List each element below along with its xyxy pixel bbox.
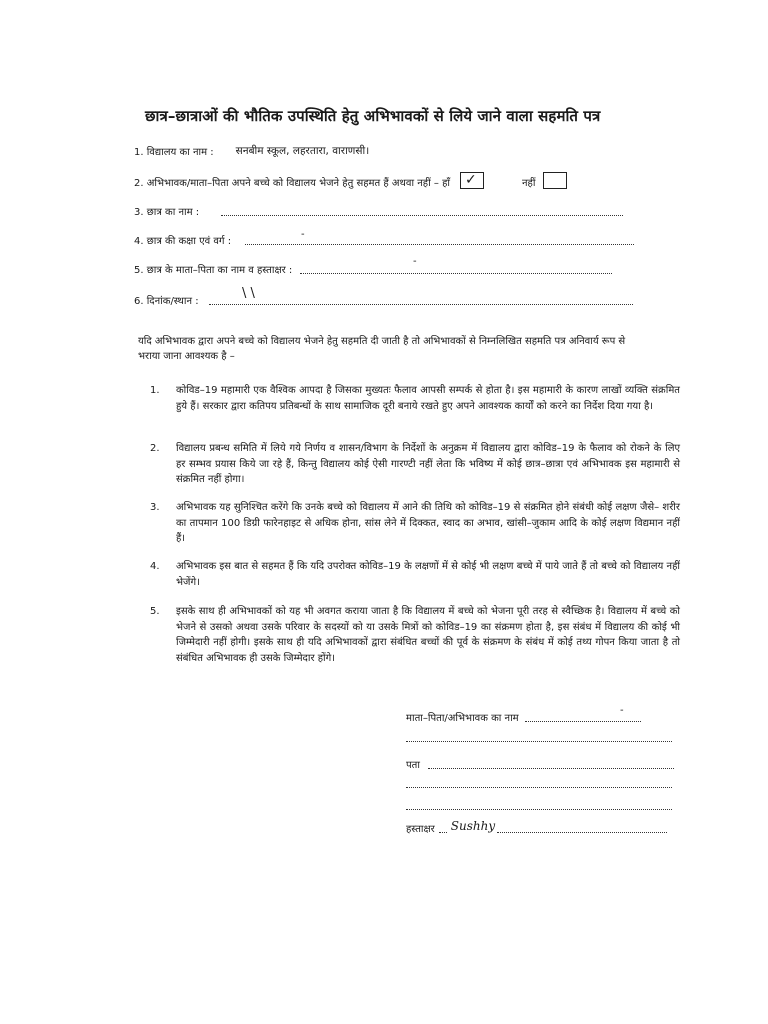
list-item: [150, 604, 680, 666]
student-name-label: 3. छात्र का नाम :: [134, 207, 200, 218]
school-name-value: सनबीम स्कूल, लहरतारा, वाराणसी।: [235, 145, 370, 157]
list-item-text: इसके साथ ही अभिभावकों को यह भी अवगत कराया जाता है कि विद्यालय में बच्चे को भेजना पूरी तरह से स्वैच्छिक है। विद्यालय में बच्चे को भेजने से उसको अथवा उसके परिवार के सदस्यों को या उसके मित्रों को कोविड–19 का संक्रमण होता है, इस संबंध में विद्यालय की कोई भी जिम्मेदारी नहीं होगी। इसके साथ ही यदि अभिभावकों द्वारा संबंधित बच्चों की पूर्व के संक्रमण के संबंध में कोई तथ्य गोपन किया जाता है तो संबंधित अभिभावक ही उसके जिम्मेदार होंगे।: [176, 606, 680, 664]
list-item-number: 5.: [150, 606, 160, 617]
consent-no-label: नहीं: [521, 178, 536, 189]
school-name-field: [134, 144, 369, 158]
school-name-label: 1. विद्यालय का नाम :: [134, 147, 214, 158]
consent-yes-checkbox[interactable]: [460, 172, 484, 189]
guardian-name-line-2[interactable]: [406, 740, 672, 742]
list-item: [150, 441, 680, 488]
list-item-number: 1.: [150, 385, 160, 396]
parent-line[interactable]: [300, 272, 612, 274]
student-name-field: [134, 204, 623, 218]
signature-line-start: [439, 831, 447, 833]
address-label: पता: [406, 760, 420, 771]
class-value: -: [301, 229, 305, 240]
list-item-text: अभिभावक इस बात से सहमत हैं कि यदि उपरोक्त कोविड–19 के लक्षणों में से कोई भी लक्षण बच्चे में पाये जाते हैं तो बच्चे को विद्यालय नहीं भेजेंगे।: [176, 561, 680, 588]
parent-label: 5. छात्र के माता–पिता का नाम व हस्ताक्षर :: [134, 265, 293, 276]
signature-line[interactable]: [497, 831, 667, 833]
address-line-3[interactable]: [406, 808, 672, 810]
consent-field: [134, 172, 567, 189]
guardian-name-line[interactable]: [525, 720, 641, 722]
parent-field: [134, 262, 612, 276]
check-icon: ✓: [464, 172, 477, 188]
address-row: [406, 757, 674, 771]
date-place-label: 6. दिनांक/स्थान :: [134, 296, 199, 307]
parent-value: -: [413, 256, 417, 267]
signature-row: [406, 821, 667, 835]
list-item-text: विद्यालय प्रबन्ध समिति में लिये गये निर्णय व शासन/विभाग के निर्देशों के अनुक्रम में विद्यालय द्वारा कोविड–19 के फैलाव को रोकने के लिए हर सम्भव प्रयास किये जा रहे हैं, किन्तु विद्यालय कोई ऐसी गारण्टी नहीं लेता कि भविष्य में कोई छात्र–छात्रा एवं अभिभावक इस महामारी से संक्रमित नहीं होगा।: [176, 443, 680, 485]
date-place-line[interactable]: [209, 303, 633, 305]
student-name-line[interactable]: [221, 214, 623, 216]
guardian-name-value: -: [620, 705, 624, 716]
intro-paragraph: यदि अभिभावक द्वारा अपने बच्चे को विद्यालय भेजने हेतु सहमति दी जाती है तो अभिभावकों से निम्नलिखित सहमति पत्र अनिवार्य रूप से भराया जाना आवश्यक है –: [138, 336, 626, 362]
list-item: [150, 500, 680, 547]
date-value: \ \: [242, 286, 255, 301]
signature-label: हस्ताक्षर: [406, 824, 435, 835]
address-line[interactable]: [428, 767, 674, 769]
list-item: [150, 559, 680, 590]
list-item-text: कोविड–19 महामारी एक वैश्विक आपदा है जिसका मुख्यतः फैलाव आपसी सम्पर्क से होता है। इस महामारी के कारण लाखों व्यक्ति संक्रमित हुये हैं। सरकार द्वारा कतिपय प्रतिबन्धों के साथ सामाजिक दूरी बनाये रखते हुए अपने आवश्यक कार्यों को करने का निर्देश दिया गया है।: [176, 385, 680, 412]
page-title: छात्र–छात्राओं की भौतिक उपस्थिति हेतु अभिभावकों से लिये जाने वाला सहमति पत्र: [145, 107, 601, 125]
list-item-number: 4.: [150, 561, 160, 572]
list-item-number: 2.: [150, 443, 160, 454]
address-line-2[interactable]: [406, 786, 672, 788]
consent-label: 2. अभिभावक/माता–पिता अपने बच्चे को विद्यालय भेजने हेतु सहमत हैं अथवा नहीं – हाँ: [134, 178, 450, 189]
class-field: [134, 233, 634, 247]
class-label: 4. छात्र की कक्षा एवं वर्ग :: [134, 236, 232, 247]
date-place-field: [134, 293, 633, 307]
list-item: [150, 383, 680, 414]
guardian-name-row: [406, 710, 641, 724]
consent-no-checkbox[interactable]: [543, 172, 567, 189]
list-item-number: 3.: [150, 502, 160, 513]
guardian-name-label: माता–पिता/अभिभावक का नाम: [406, 713, 519, 724]
signature-image: Sushhy: [450, 819, 496, 833]
list-item-text: अभिभावक यह सुनिश्चित करेंगे कि उनके बच्चे को विद्यालय में आने की तिथि को कोविड–19 से संक्रमित होने संबंधी कोई लक्षण जैसे– शरीर का तापमान 100 डिग्री फारेनहाइट से अधिक होना, सांस लेने में दिक्कत, स्वाद का अभाव, खांसी–जुकाम आदि के कोई लक्षण विद्यमान नहीं हैं।: [176, 502, 680, 544]
class-line[interactable]: [245, 243, 634, 245]
